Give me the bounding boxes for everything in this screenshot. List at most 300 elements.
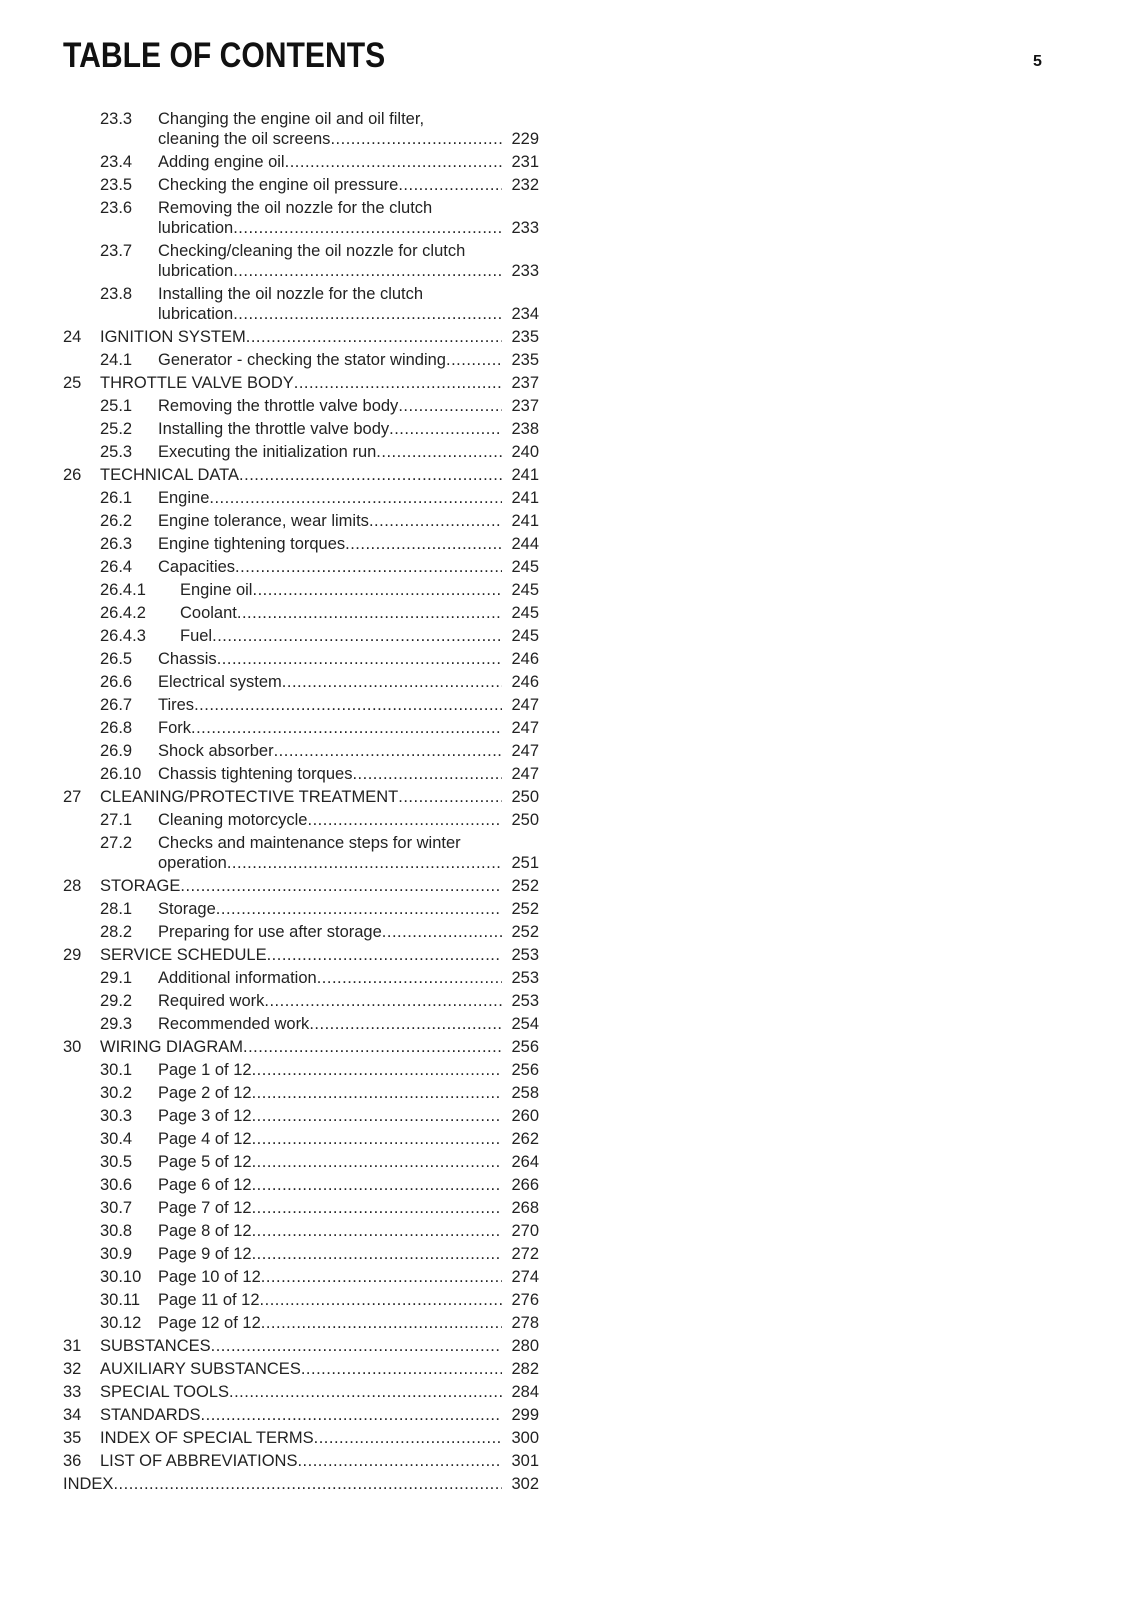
toc-entry-page: 270 (511, 1222, 539, 1240)
toc-entry[interactable] (0, 441, 560, 464)
dot-leader (201, 1404, 502, 1427)
toc-entry-leader (158, 1289, 502, 1312)
dot-leader (233, 217, 502, 240)
toc-entry-number: 30.3 (100, 1107, 133, 1125)
toc-entry-page: 241 (511, 489, 539, 507)
dot-leader (309, 1013, 502, 1036)
dot-leader (398, 395, 502, 418)
toc-entry-number: 30.1 (100, 1061, 133, 1079)
toc-entry-page: 252 (511, 900, 539, 918)
toc-entry[interactable] (0, 556, 560, 579)
toc-entry-leader (158, 1312, 502, 1335)
toc-entry-page: 302 (511, 1475, 539, 1493)
toc-entry-number: 29 (63, 946, 82, 964)
toc-entry-title-text: SUBSTANCES (100, 1337, 211, 1355)
toc-entry-number: 29.2 (100, 992, 133, 1010)
toc-entry-leader (158, 487, 502, 510)
dot-leader (301, 1358, 502, 1381)
toc-entry-title-text: Page 1 of 12 (158, 1061, 252, 1079)
toc-entry-title-text: Page 4 of 12 (158, 1130, 252, 1148)
toc-entry[interactable] (0, 921, 560, 944)
toc-entry-title-text: Cleaning motorcycle (158, 811, 308, 829)
dot-leader (376, 441, 502, 464)
toc-entry-title-text: SPECIAL TOOLS (100, 1383, 230, 1401)
toc-entry-number: 26.7 (100, 696, 133, 714)
toc-entry-number: 28.1 (100, 900, 133, 918)
toc-entry-leader (158, 174, 502, 197)
toc-entry-number: 26.4 (100, 558, 133, 576)
toc-entry[interactable] (0, 1404, 560, 1427)
toc-entry-number: 28 (63, 877, 82, 895)
toc-entry-number: 30.9 (100, 1245, 133, 1263)
dot-leader (317, 967, 502, 990)
dot-leader (294, 372, 502, 395)
dot-leader (330, 128, 502, 151)
toc-entry-title: Installing the oil nozzle for the clutch (158, 285, 424, 303)
toc-entry-number: 23.3 (100, 110, 133, 128)
toc-entry-page: 260 (511, 1107, 539, 1125)
toc-entry-page: 247 (511, 696, 539, 714)
page-title: TABLE OF CONTENTS (63, 36, 386, 75)
toc-entry-number: 30.8 (100, 1222, 133, 1240)
toc-entry-title-text: lubrication (158, 219, 234, 237)
table-of-contents (0, 108, 560, 1496)
toc-entry[interactable] (0, 809, 560, 832)
toc-entry-title-text: STANDARDS (100, 1406, 201, 1424)
dot-leader (209, 487, 502, 510)
toc-entry-leader (158, 510, 502, 533)
toc-entry[interactable] (0, 1128, 560, 1151)
toc-entry-page: 300 (511, 1429, 539, 1447)
toc-entry-leader (100, 1427, 502, 1450)
toc-entry-number: 23.4 (100, 153, 133, 171)
toc-entry-leader (100, 1335, 502, 1358)
dot-leader (233, 260, 502, 283)
toc-entry-title-text: Page 8 of 12 (158, 1222, 252, 1240)
toc-entry[interactable] (0, 1358, 560, 1381)
toc-entry-leader (100, 1450, 502, 1473)
toc-entry-title-text: Executing the initialization run (158, 443, 377, 461)
dot-leader (314, 1427, 502, 1450)
dot-leader (252, 1197, 502, 1220)
toc-entry-title-text: Page 7 of 12 (158, 1199, 252, 1217)
toc-entry-title-text: lubrication (158, 305, 234, 323)
toc-entry-page: 246 (511, 673, 539, 691)
dot-leader (217, 648, 502, 671)
dot-leader (285, 151, 502, 174)
toc-entry-page: 241 (511, 512, 539, 530)
toc-entry-leader (100, 1358, 502, 1381)
toc-entry-title: Checking/cleaning the oil nozzle for clutch (158, 242, 466, 260)
toc-entry-page: 254 (511, 1015, 539, 1033)
toc-entry-number: 26.3 (100, 535, 133, 553)
toc-entry-page: 247 (511, 719, 539, 737)
toc-entry-number: 29.1 (100, 969, 133, 987)
toc-entry-page: 233 (511, 262, 539, 280)
toc-entry[interactable] (0, 510, 560, 533)
toc-entry-leader (158, 717, 502, 740)
toc-entry-title-text: Installing the throttle valve body (158, 420, 390, 438)
toc-entry-page: 244 (511, 535, 539, 553)
toc-entry[interactable] (0, 1197, 560, 1220)
toc-entry-number: 30.12 (100, 1314, 142, 1332)
toc-entry-title-text: Fork (158, 719, 191, 737)
toc-entry-page: 250 (511, 811, 539, 829)
toc-entry[interactable] (0, 1473, 560, 1496)
dot-leader (252, 1174, 502, 1197)
toc-entry-leader (158, 303, 502, 326)
toc-entry-title-text: IGNITION SYSTEM (100, 328, 246, 346)
toc-entry-number: 25 (63, 374, 82, 392)
toc-entry-number: 26.8 (100, 719, 133, 737)
dot-leader (194, 694, 502, 717)
dot-leader (233, 303, 502, 326)
toc-entry-page: 245 (511, 558, 539, 576)
dot-leader (252, 1105, 502, 1128)
toc-entry-title-text: Page 2 of 12 (158, 1084, 252, 1102)
toc-entry-leader (158, 763, 502, 786)
toc-entry-number: 30.7 (100, 1199, 133, 1217)
toc-entry-number: 34 (63, 1406, 82, 1424)
toc-entry-number: 26.4.2 (100, 604, 146, 622)
toc-entry-title-text: Engine tolerance, wear limits (158, 512, 369, 530)
toc-entry-number: 23.7 (100, 242, 133, 260)
toc-entry-leader (158, 967, 502, 990)
toc-entry-leader (158, 217, 502, 240)
toc-entry[interactable] (0, 1220, 560, 1243)
toc-entry[interactable] (0, 694, 560, 717)
toc-entry[interactable] (0, 1427, 560, 1450)
toc-entry-leader (158, 1013, 502, 1036)
toc-entry-number: 32 (63, 1360, 82, 1378)
toc-entry-leader (100, 372, 502, 395)
toc-entry-title-text: Adding engine oil (158, 153, 285, 171)
toc-entry[interactable] (0, 1082, 560, 1105)
toc-entry-leader (100, 786, 502, 809)
toc-entry-page: 229 (511, 130, 539, 148)
toc-entry-title-text: Page 10 of 12 (158, 1268, 261, 1286)
toc-entry-title-text: SERVICE SCHEDULE (100, 946, 267, 964)
toc-entry-number: 30 (63, 1038, 82, 1056)
toc-entry-title-text: lubrication (158, 262, 234, 280)
toc-entry[interactable] (0, 372, 560, 395)
toc-entry-title-text: Recommended work (158, 1015, 310, 1033)
toc-entry-page: 245 (511, 604, 539, 622)
dot-leader (369, 510, 502, 533)
dot-leader (274, 740, 502, 763)
toc-entry[interactable] (0, 240, 560, 283)
toc-entry-leader (100, 464, 502, 487)
dot-leader (398, 786, 502, 809)
toc-entry[interactable] (0, 625, 560, 648)
toc-entry-title-text: Page 12 of 12 (158, 1314, 261, 1332)
toc-entry-leader (158, 1174, 502, 1197)
toc-entry-title: Changing the engine oil and oil filter, (158, 110, 425, 128)
toc-entry-page: 253 (511, 969, 539, 987)
toc-entry-number: 26.2 (100, 512, 133, 530)
toc-entry-title-text: Required work (158, 992, 265, 1010)
toc-entry-page: 278 (511, 1314, 539, 1332)
toc-entry[interactable] (0, 108, 560, 151)
toc-entry-page: 234 (511, 305, 539, 323)
toc-entry-number: 30.2 (100, 1084, 133, 1102)
toc-entry-leader (158, 260, 502, 283)
toc-entry[interactable] (0, 418, 560, 441)
toc-entry[interactable] (0, 1036, 560, 1059)
toc-entry-title-text: Preparing for use after storage (158, 923, 382, 941)
toc-entry-leader (158, 740, 502, 763)
toc-entry-page: 280 (511, 1337, 539, 1355)
toc-entry-number: 30.10 (100, 1268, 142, 1286)
toc-entry-page: 233 (511, 219, 539, 237)
toc-entry-number: 30.5 (100, 1153, 133, 1171)
toc-entry-leader (158, 151, 502, 174)
toc-entry-title-text: Page 9 of 12 (158, 1245, 252, 1263)
toc-entry[interactable] (0, 967, 560, 990)
toc-entry-title-text: cleaning the oil screens (158, 130, 331, 148)
dot-leader (252, 1151, 502, 1174)
toc-entry-page: 247 (511, 742, 539, 760)
dot-leader (345, 533, 502, 556)
toc-entry-leader (180, 579, 502, 602)
toc-entry-title-text: Electrical system (158, 673, 282, 691)
toc-entry-page: 264 (511, 1153, 539, 1171)
toc-entry-title-text: Additional information (158, 969, 317, 987)
toc-entry[interactable] (0, 602, 560, 625)
toc-entry-title-text: Removing the throttle valve body (158, 397, 399, 415)
toc-entry-number: 23.5 (100, 176, 133, 194)
toc-entry[interactable] (0, 1013, 560, 1036)
toc-entry-number: 36 (63, 1452, 82, 1470)
toc-entry[interactable] (0, 326, 560, 349)
toc-entry-page: 276 (511, 1291, 539, 1309)
toc-entry-page: 253 (511, 946, 539, 964)
toc-entry-page: 235 (511, 328, 539, 346)
toc-entry-number: 25.2 (100, 420, 133, 438)
toc-entry-page: 245 (511, 627, 539, 645)
toc-entry-page: 247 (511, 765, 539, 783)
toc-entry[interactable] (0, 395, 560, 418)
toc-entry-page: 237 (511, 397, 539, 415)
toc-entry-number: 26.4.1 (100, 581, 146, 599)
toc-entry-title-text: TECHNICAL DATA (100, 466, 240, 484)
toc-entry[interactable] (0, 1381, 560, 1404)
dot-leader (252, 1128, 502, 1151)
toc-entry-number: 26.9 (100, 742, 133, 760)
toc-entry-page: 251 (511, 854, 539, 872)
toc-entry-title-text: Engine tightening torques (158, 535, 346, 553)
toc-entry-number: 26.10 (100, 765, 142, 783)
toc-entry-page: 252 (511, 923, 539, 941)
toc-entry-number: 31 (63, 1337, 82, 1355)
toc-entry[interactable] (0, 464, 560, 487)
toc-entry[interactable] (0, 1105, 560, 1128)
toc-entry[interactable] (0, 832, 560, 875)
toc-entry-leader (158, 128, 502, 151)
toc-entry-leader (158, 921, 502, 944)
toc-entry-title-text: Coolant (180, 604, 237, 622)
toc-entry-leader (158, 809, 502, 832)
toc-entry[interactable] (0, 1335, 560, 1358)
toc-entry-page: 301 (511, 1452, 539, 1470)
toc-entry[interactable] (0, 1312, 560, 1335)
toc-entry[interactable] (0, 197, 560, 240)
toc-entry-title-text: Tires (158, 696, 195, 714)
toc-entry-leader (158, 1243, 502, 1266)
toc-entry-leader (100, 875, 502, 898)
toc-entry-leader (180, 602, 502, 625)
toc-entry[interactable] (0, 740, 560, 763)
toc-entry-number: 26.6 (100, 673, 133, 691)
toc-entry[interactable] (0, 1243, 560, 1266)
toc-entry[interactable] (0, 1266, 560, 1289)
toc-entry-leader (158, 418, 502, 441)
dot-leader (211, 1335, 502, 1358)
dot-leader (297, 1450, 502, 1473)
toc-entry[interactable] (0, 487, 560, 510)
toc-entry[interactable] (0, 671, 560, 694)
toc-entry[interactable] (0, 1151, 560, 1174)
toc-entry-number: 26.1 (100, 489, 133, 507)
dot-leader (243, 1036, 502, 1059)
toc-entry-leader (100, 944, 502, 967)
toc-entry[interactable] (0, 283, 560, 326)
toc-entry[interactable] (0, 1059, 560, 1082)
toc-entry[interactable] (0, 579, 560, 602)
toc-entry-leader (180, 625, 502, 648)
toc-entry[interactable] (0, 717, 560, 740)
toc-entry-page: 235 (511, 351, 539, 369)
toc-entry-title-text: Capacities (158, 558, 236, 576)
toc-entry-title-text: Storage (158, 900, 216, 918)
dot-leader (264, 990, 502, 1013)
toc-entry-title-text: Page 5 of 12 (158, 1153, 252, 1171)
toc-entry-page: 245 (511, 581, 539, 599)
dot-leader (235, 556, 502, 579)
dot-leader (252, 1082, 502, 1105)
toc-entry[interactable] (0, 990, 560, 1013)
toc-entry-title-text: Checking the engine oil pressure (158, 176, 399, 194)
toc-entry[interactable] (0, 944, 560, 967)
toc-entry-leader (158, 1220, 502, 1243)
dot-leader (252, 1059, 502, 1082)
toc-entry-number: 30.6 (100, 1176, 133, 1194)
toc-entry-number: 26 (63, 466, 82, 484)
dot-leader (191, 717, 502, 740)
dot-leader (212, 625, 502, 648)
toc-entry-number: 30.4 (100, 1130, 133, 1148)
toc-entry-title-text: Page 6 of 12 (158, 1176, 252, 1194)
toc-entry-leader (158, 1266, 502, 1289)
toc-entry-page: 250 (511, 788, 539, 806)
toc-entry-leader (158, 533, 502, 556)
toc-entry-title-text: Fuel (180, 627, 213, 645)
toc-entry-leader (158, 349, 502, 372)
toc-entry-leader (158, 1105, 502, 1128)
toc-entry-page: 272 (511, 1245, 539, 1263)
dot-leader (382, 921, 502, 944)
toc-entry-leader (158, 898, 502, 921)
toc-entry[interactable] (0, 174, 560, 197)
toc-entry-title-text: Chassis tightening torques (158, 765, 353, 783)
toc-entry-number: 25.3 (100, 443, 133, 461)
toc-entry-title-text: AUXILIARY SUBSTANCES (100, 1360, 301, 1378)
dot-leader (307, 809, 502, 832)
toc-entry-page: 282 (511, 1360, 539, 1378)
dot-leader (113, 1473, 502, 1496)
toc-entry-leader (158, 1082, 502, 1105)
toc-entry-title-text: Engine oil (180, 581, 253, 599)
toc-entry[interactable] (0, 786, 560, 809)
toc-entry-number: 33 (63, 1383, 82, 1401)
toc-entry-number: 29.3 (100, 1015, 133, 1033)
toc-entry-page: 231 (511, 153, 539, 171)
toc-entry-number: 26.5 (100, 650, 133, 668)
dot-leader (389, 418, 502, 441)
toc-entry-leader (158, 1197, 502, 1220)
dot-leader (446, 349, 502, 372)
toc-entry-title-text: Page 11 of 12 (158, 1291, 260, 1309)
dot-leader (252, 1220, 502, 1243)
dot-leader (180, 875, 502, 898)
toc-entry-page: 299 (511, 1406, 539, 1424)
dot-leader (216, 898, 502, 921)
toc-entry-title-text: Generator - checking the stator winding (158, 351, 446, 369)
toc-entry-leader (158, 1151, 502, 1174)
toc-entry-page: 238 (511, 420, 539, 438)
toc-entry-page: 284 (511, 1383, 539, 1401)
toc-entry-title-text: Page 3 of 12 (158, 1107, 252, 1125)
toc-entry-leader (158, 852, 502, 875)
toc-entry[interactable] (0, 533, 560, 556)
toc-entry-page: 266 (511, 1176, 539, 1194)
dot-leader (227, 852, 502, 875)
page-number: 5 (1033, 53, 1042, 70)
toc-entry[interactable] (0, 1174, 560, 1197)
toc-entry[interactable] (0, 898, 560, 921)
toc-entry-page: 240 (511, 443, 539, 461)
toc-entry-number: 35 (63, 1429, 82, 1447)
toc-entry-leader (158, 1059, 502, 1082)
toc-entry-page: 253 (511, 992, 539, 1010)
dot-leader (282, 671, 502, 694)
toc-entry-leader (100, 1036, 502, 1059)
toc-entry-page: 268 (511, 1199, 539, 1217)
toc-entry[interactable] (0, 1289, 560, 1312)
toc-entry-number: 24.1 (100, 351, 133, 369)
toc-entry-title-text: operation (158, 854, 227, 872)
toc-entry-page: 237 (511, 374, 539, 392)
dot-leader (267, 944, 502, 967)
toc-entry[interactable] (0, 151, 560, 174)
toc-entry[interactable] (0, 349, 560, 372)
dot-leader (352, 763, 502, 786)
toc-entry-leader (158, 441, 502, 464)
toc-entry-leader (158, 694, 502, 717)
toc-entry-leader (158, 990, 502, 1013)
toc-entry-number: 28.2 (100, 923, 133, 941)
toc-entry[interactable] (0, 648, 560, 671)
toc-entry[interactable] (0, 1450, 560, 1473)
toc-entry-number: 27 (63, 788, 82, 806)
dot-leader (398, 174, 502, 197)
toc-entry[interactable] (0, 763, 560, 786)
toc-entry-page: 258 (511, 1084, 539, 1102)
toc-entry[interactable] (0, 875, 560, 898)
dot-leader (261, 1266, 502, 1289)
toc-entry-leader (158, 648, 502, 671)
dot-leader (239, 464, 502, 487)
